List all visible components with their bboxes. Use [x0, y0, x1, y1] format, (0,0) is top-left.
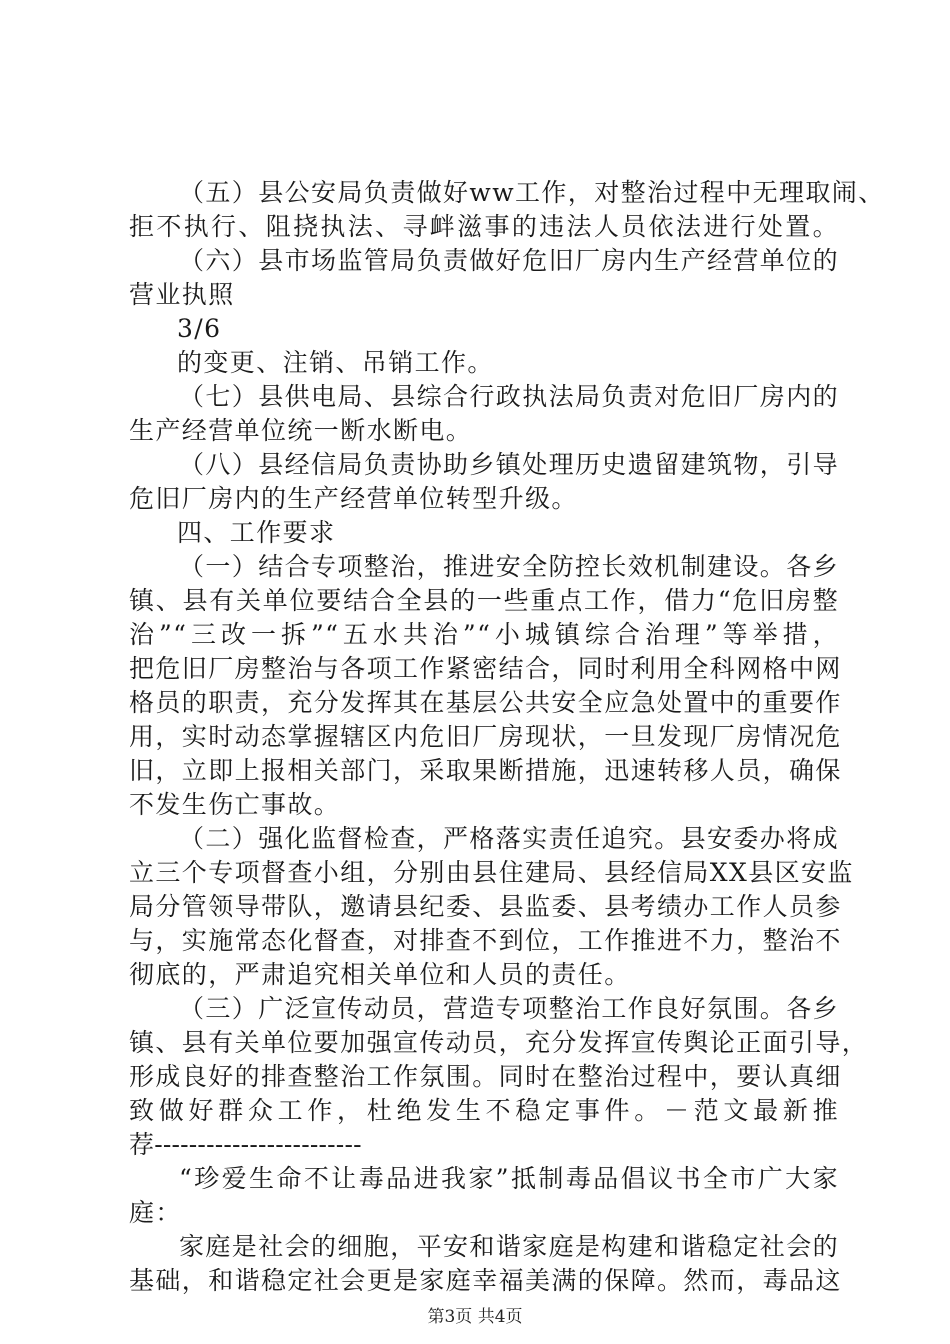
paragraph-line: 治”“三改一拆”“五水共治”“小城镇综合治理”等举措，: [129, 620, 839, 649]
paragraph-line: （三）广泛宣传动员，营造专项整治工作良好氛围。各乡: [179, 994, 840, 1023]
paragraph-line: 致做好群众工作，杜绝发生不稳定事件。－范文最新推: [129, 1096, 839, 1125]
paragraph-line: 危旧厂房内的生产经营单位转型升级。: [129, 484, 578, 513]
page-footer: 第3页 共4页: [427, 1307, 523, 1327]
paragraph-line: 用，实时动态掌握辖区内危旧厂房现状，一旦发现厂房情况危: [129, 722, 842, 751]
paragraph-line: 旧，立即上报相关部门，采取果断措施，迅速转移人员，确保: [129, 756, 842, 785]
paragraph-line: 基础，和谐稳定社会更是家庭幸福美满的保障。然而，毒品这: [129, 1266, 842, 1295]
paragraph-line: 营业执照: [129, 280, 235, 309]
paragraph-line: 彻底的，严肃追究相关单位和人员的责任。: [129, 960, 631, 989]
paragraph-line: 拒不执行、阻挠执法、寻衅滋事的违法人员依法进行处置。: [129, 212, 839, 241]
paragraph-line: 把危旧厂房整治与各项工作紧密结合，同时利用全科网格中网: [129, 654, 842, 683]
section-heading: 四、工作要求: [177, 518, 336, 547]
paragraph-line: 局分管领导带队，邀请县纪委、县监委、县考绩办工作人员参: [129, 892, 842, 921]
separator-line: 荐------------------------: [129, 1130, 362, 1159]
paragraph-line: （五）县公安局负责做好ww工作，对整治过程中无理取闹、: [179, 178, 885, 207]
paragraph-line: 立三个专项督查小组，分别由县住建局、县经信局XX县区安监: [129, 858, 854, 887]
paragraph-line: （六）县市场监管局负责做好危旧厂房内生产经营单位的: [179, 246, 840, 275]
paragraph-line: （八）县经信局负责协助乡镇处理历史遗留建筑物，引导: [179, 450, 840, 479]
paragraph-line: 镇、县有关单位要加强宣传动员，充分发挥宣传舆论正面引导，: [129, 1028, 869, 1057]
paragraph-line: 家庭是社会的细胞，平安和谐家庭是构建和谐稳定社会的: [179, 1232, 840, 1261]
paragraph-line: “珍爱生命不让毒品进我家”抵制毒品倡议书全市广大家: [179, 1164, 839, 1193]
paragraph-line: （七）县供电局、县综合行政执法局负责对危旧厂房内的: [179, 382, 840, 411]
paragraph-line: 生产经营单位统一断水断电。: [129, 416, 473, 445]
paragraph-line: 庭：: [129, 1198, 182, 1227]
paragraph-line: （一）结合专项整治，推进安全防控长效机制建设。各乡: [179, 552, 840, 581]
page-marker: 3/6: [177, 314, 222, 343]
paragraph-line: 与，实施常态化督查，对排查不到位，工作推进不力，整治不: [129, 926, 842, 955]
paragraph-line: 的变更、注销、吊销工作。: [177, 348, 494, 377]
paragraph-line: 格员的职责，充分发挥其在基层公共安全应急处置中的重要作: [129, 688, 842, 717]
paragraph-line: 镇、县有关单位要结合全县的一些重点工作，借力“危旧房整: [129, 586, 839, 615]
paragraph-line: （二）强化监督检查，严格落实责任追究。县安委办将成: [179, 824, 840, 853]
paragraph-line: 形成良好的排查整治工作氛围。同时在整治过程中，要认真细: [129, 1062, 842, 1091]
paragraph-line: 不发生伤亡事故。: [129, 790, 341, 819]
